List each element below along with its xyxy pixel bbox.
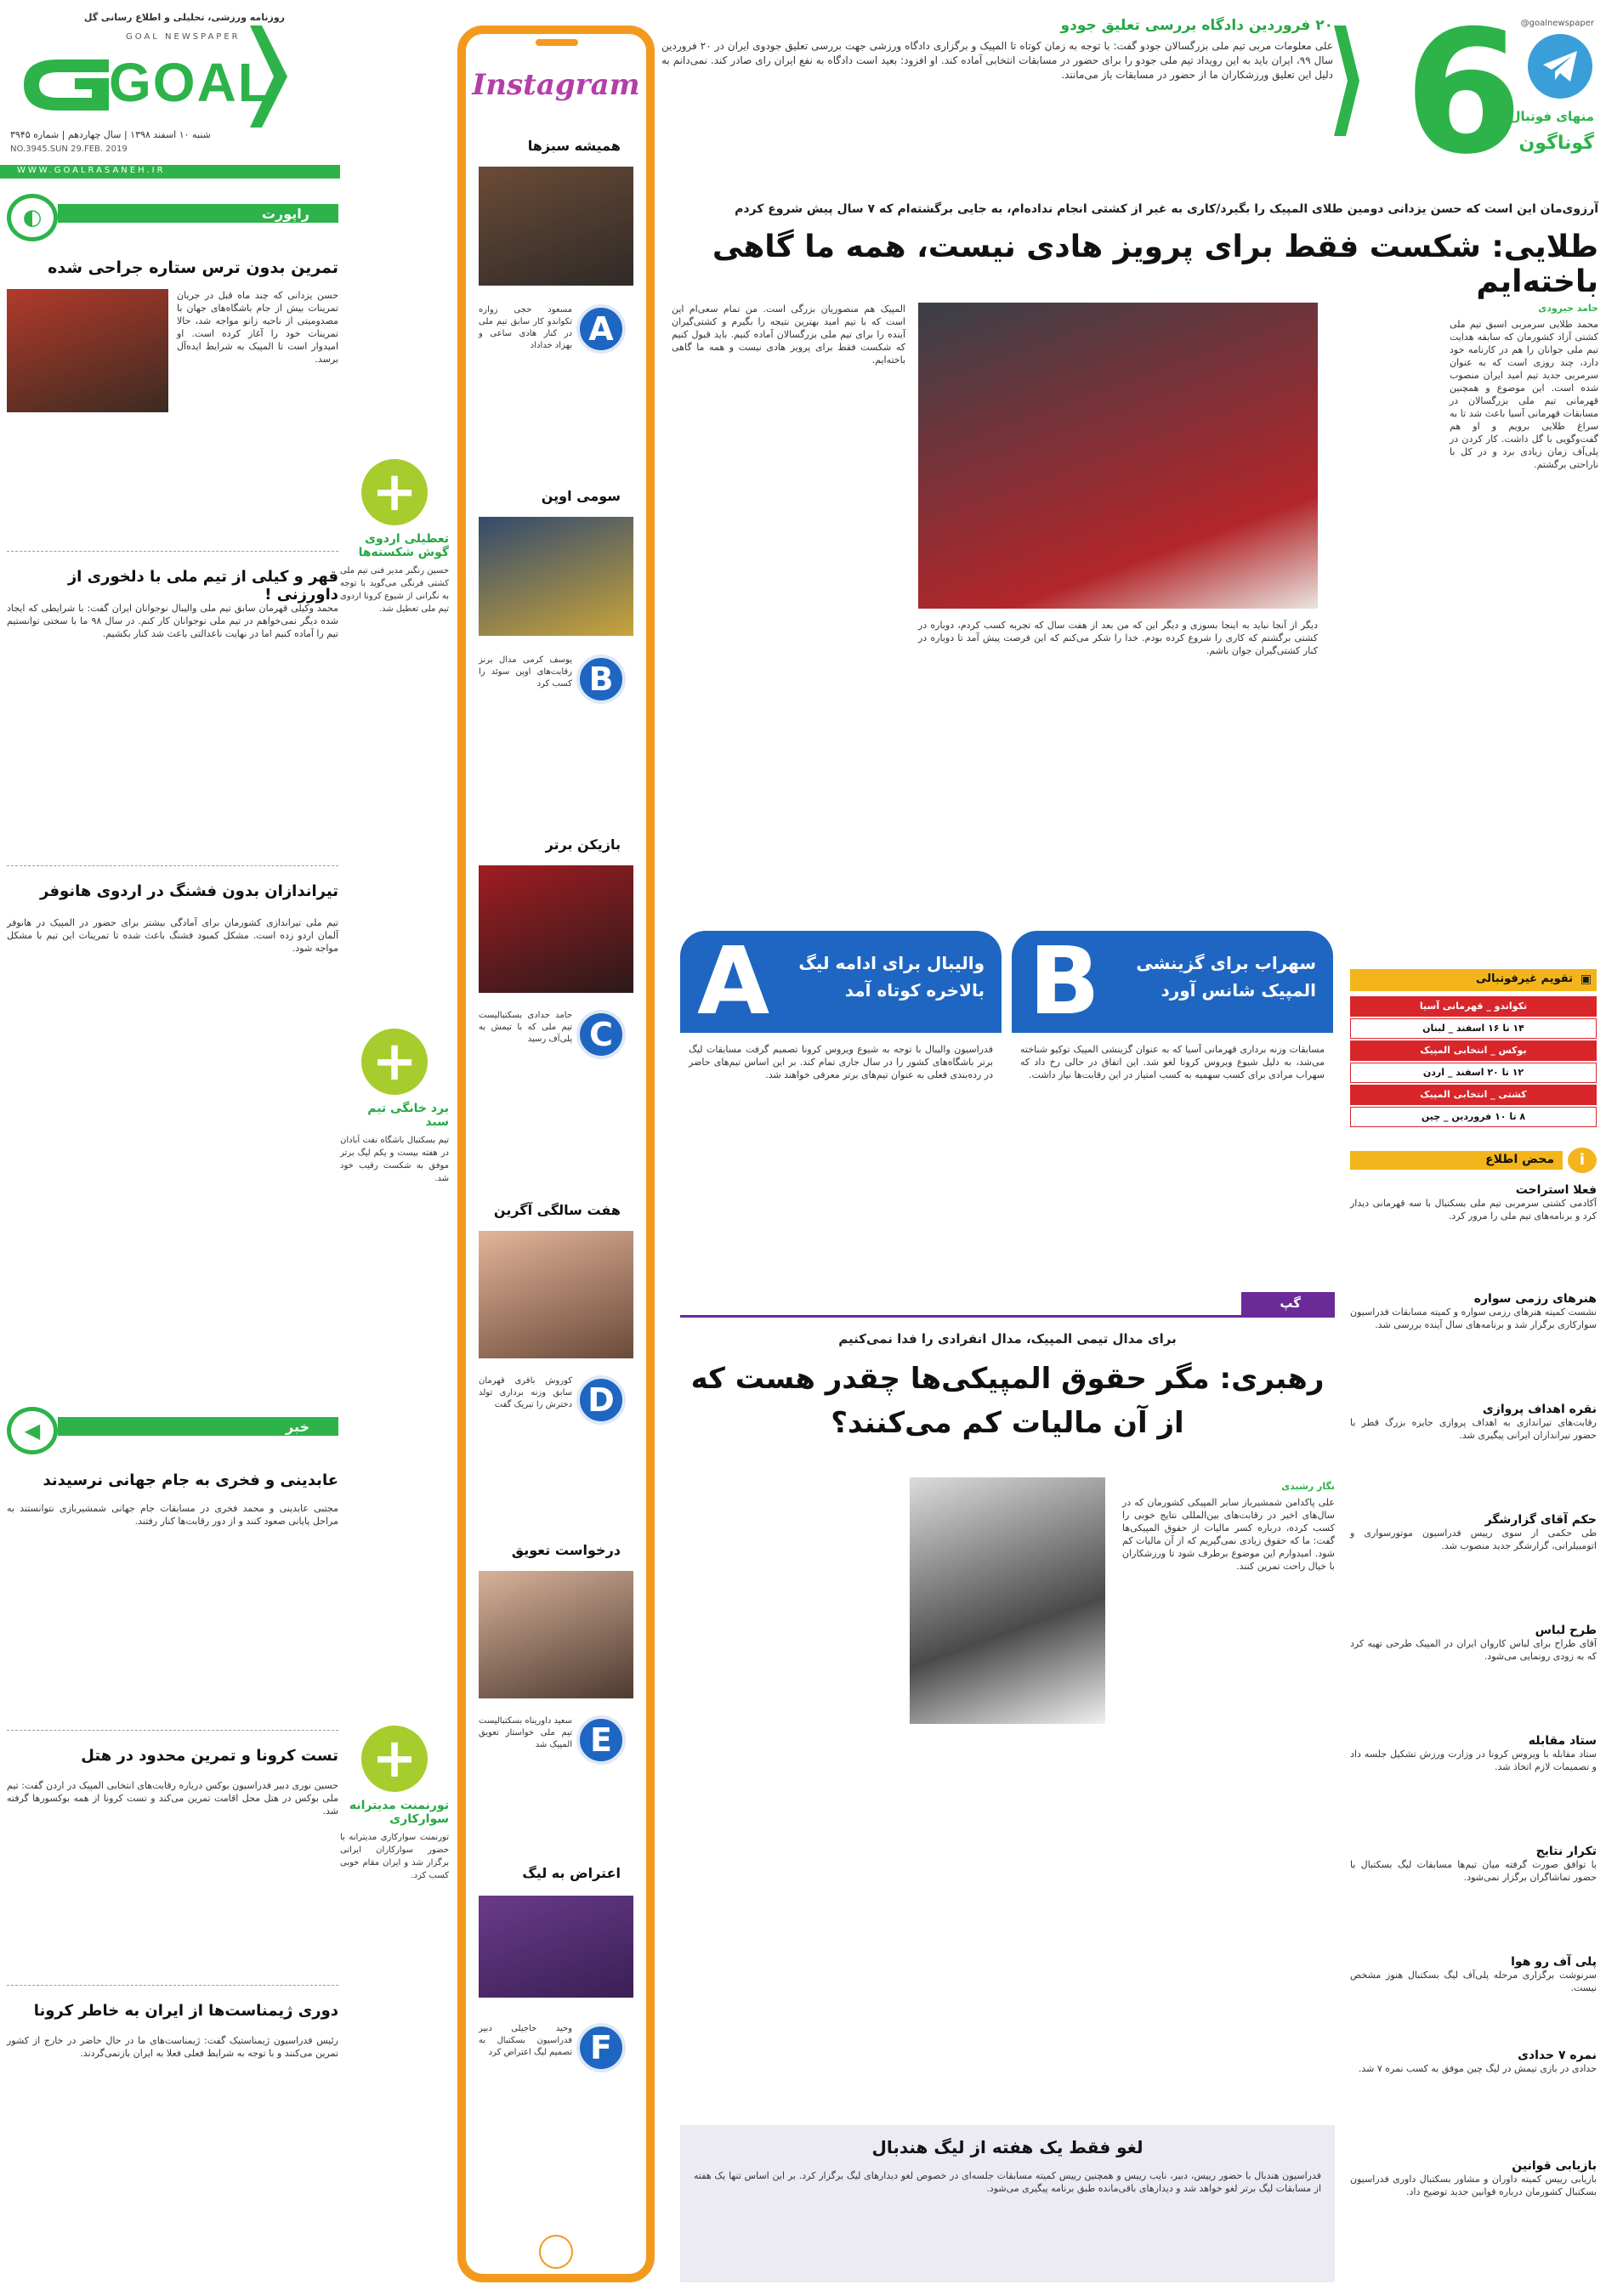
brief-item-head: حکم آقای گزارشگر bbox=[1484, 1513, 1597, 1527]
side-note-title: تعطیلی اردوی گوش شکسته‌ها bbox=[358, 532, 449, 559]
gap-tag: گپ bbox=[1280, 1295, 1301, 1311]
gap-byline: نگار رشیدی bbox=[1281, 1481, 1335, 1492]
brief-item bbox=[1350, 1734, 1597, 1773]
badge-chevron-icon bbox=[1334, 26, 1359, 136]
post-title: همیشه سبزها bbox=[527, 138, 621, 154]
post-letter: D bbox=[576, 1375, 626, 1425]
masthead-logo bbox=[7, 26, 287, 128]
brief-item-body: طی حکمی از سوی رییس فدراسیون موتورسواری و اتومبیلرانی، گزارشگر جدید منصوب شد. bbox=[1350, 1528, 1597, 1551]
box-b bbox=[1012, 927, 1333, 1275]
brief-item-body: با توافق صورت گرفته میان تیم‌ها مسابقات لیگ بسکتبال با حضور تماشاگران برگزار نمی‌شود. bbox=[1350, 1859, 1597, 1883]
khabar-story2-title: تست کرونا و تمرین محدود در هتل bbox=[81, 1747, 338, 1765]
post-caption: حامد حدادی بسکتبالیست تیم ملی که با تیمش به پلی‌آف رسید bbox=[479, 1011, 572, 1044]
brief-item bbox=[1350, 1183, 1597, 1222]
box-letter: B bbox=[1029, 927, 1100, 1035]
ear-icon: ◐ bbox=[7, 194, 58, 241]
instagram-post-b bbox=[466, 476, 646, 799]
post-caption: یوسف کرمی مدال برنز رقابت‌های اوپن سوئد را کسب کرد bbox=[479, 655, 572, 689]
instagram-post-e bbox=[466, 1530, 646, 1853]
gap-section bbox=[680, 1292, 1335, 2117]
gap-body-right: علی پاکدامن شمشیرباز سابر المپیکی کشورمان که در سال‌های اخیر در رقابت‌های بین‌المللی نتایج خوبی را کسب کرده، درباره کسر مالیات از حقوق المپیکی‌ها گفت: ما که حقوق زیادی نمی‌گیریم که از آن مالیات کم شود. امیدوارم این موضوع برطرف شود تا ورزشکاران با خیال راحت تمرین کنند. bbox=[1122, 1497, 1335, 1572]
box-a-body: فدراسیون والیبال با توجه به شیوع ویروس کرونا تصمیم گرفت مسابقات لیگ برتر باشگاه‌های کشور را در سال جاری تمام کند. بر این اساس تیم‌های حاضر در رده‌بندی فعلی به عنوان تیم‌های برتر معرفی خواهند شد. bbox=[689, 1044, 993, 1080]
brief-item-body: رقابت‌های تیراندازی به اهداف پروازی جایزه بزرگ قطر با حضور تیراندازان ایرانی پیگیری شد. bbox=[1350, 1417, 1597, 1441]
box-b-title: سهراب برای گزینشی المپیک شانس آورد bbox=[1136, 953, 1316, 1001]
plus-icon: + bbox=[361, 1726, 428, 1792]
report-story2-body: محمد وکیلی قهرمان سابق تیم ملی والیبال نوجوانان ایران گفت: با شرایطی که ایجاد شده دیگر نمی‌خواهم در تیم ملی نوجوانان کار کنم. در سال ۹۸ ما با سختی توانستیم تیم را آماده کنیم اما در نهایت ناعدالتی باعث شد کنار بکشیم. bbox=[7, 603, 338, 639]
brief-item bbox=[1350, 1292, 1597, 1331]
box-letter: A bbox=[697, 927, 770, 1035]
masthead bbox=[0, 0, 357, 183]
post-caption: کوروش باقری قهرمان سابق وزنه برداری تولد دخترش را تبریک گفت bbox=[479, 1376, 572, 1409]
brief-item bbox=[1350, 2049, 1597, 2075]
gap-tag-bar bbox=[680, 1292, 1335, 1318]
post-caption: سعید داوریناه بسکتبالیست تیم ملی خواستار تعویق المپیک شد bbox=[479, 1716, 572, 1749]
side-note-body: تورنمنت سوارکاری مدیترانه با حضور سوارکاران ایرانی برگزار شد و ایران مقام خوبی کسب کرد. bbox=[340, 1833, 449, 1880]
handball-title: لغو فقط یک هفته از لیگ هندبال bbox=[871, 2137, 1143, 2157]
post-image bbox=[479, 1231, 633, 1358]
daily-tag: روزنامه ورزشی، تحلیلی و اطلاع رسانی گل bbox=[83, 12, 285, 23]
post-image bbox=[479, 1571, 633, 1698]
badge-handle: @goalnewspaper bbox=[1520, 19, 1594, 28]
page-number: 6 bbox=[1404, 0, 1523, 192]
brief-item-body: آکادمی کشتی سرمربی تیم ملی بسکتبال با سه قهرمانی دیدار کرد و برنامه‌های تیم ملی را مرور کرد. bbox=[1350, 1198, 1597, 1222]
plus-icon: + bbox=[361, 459, 428, 525]
brief-item-head: طرح لباس bbox=[1535, 1624, 1597, 1637]
instagram-logo: Instagram bbox=[472, 68, 640, 102]
side-note-title: تورنمنت مدیترانه سوارکاری bbox=[349, 1799, 449, 1826]
gap-image bbox=[910, 1477, 1105, 1724]
main-col2: دیگر از آنجا نباید به اینجا بسوزی و دیگر این که من بعد از هفت سال که تجربه کسب کردم، دوباره در کشتی برگشتم که کاری را شروع کرده بودم. خدا را شکر می‌کنم که این فرصت پیش آمد تا دوباره در کنار کشتی‌گیران جوان باشم. bbox=[918, 620, 1318, 656]
box-b-body: مسابقات وزنه برداری قهرمانی آسیا که به عنوان گزینشی المپیک توکیو شناخته می‌شد، به دلیل شیوع ویروس کرونا لغو شد. این اتفاق در حالی رخ داد که سهراب مرادی برای کسب سهمیه به کسب امتیاز در این رقابت‌ها نیاز داشت. bbox=[1020, 1044, 1325, 1080]
calendar-title: تقویم غیرفوتبالی bbox=[1475, 972, 1573, 985]
calendar-box bbox=[1350, 969, 1597, 1139]
phone-speaker bbox=[536, 39, 578, 46]
website-bar bbox=[0, 165, 340, 179]
post-image bbox=[479, 167, 633, 286]
khabar-story3-title: دوری ژیمناست‌ها از ایران به خاطر کرونا bbox=[33, 2002, 338, 2020]
instagram-post-f bbox=[466, 1853, 646, 2210]
instagram-post-d bbox=[466, 1190, 646, 1513]
report-story1-body: حسن یزدانی که چند ماه قبل در جریان تمرینات بیش از جام باشگاه‌های جهان با مصدومیتی از ناحیه زانو مواجه شد، حالا تمرینات خود را آغاز کرده است. او امیدوار است تا المپیک به شرایط ایده‌آل برسد. bbox=[177, 290, 338, 365]
post-letter: B bbox=[576, 655, 626, 704]
side-note-body: حسین رنگبر مدیر فنی تیم ملی کشتی فرنگی می‌گوید با توجه به نگرانی از شیوع کرونا اردوی تیم ملی تعطیل شد. bbox=[340, 566, 449, 614]
brief-item-head: تکرار نتایج bbox=[1535, 1845, 1597, 1858]
post-caption: مسعود حجی زواره تکواندو کار سابق تیم ملی در کنار هادی ساعی و بهزاد خداداد bbox=[479, 305, 572, 350]
box-a-title: والیبال برای ادامه لیگ بالاخره کوتاه آمد bbox=[798, 953, 985, 1001]
post-title: سومی اوپن bbox=[541, 488, 621, 504]
brief-item-head: بازیابی قوانین bbox=[1512, 2159, 1597, 2173]
side-note-body: تیم بسکتبال باشگاه نفت آبادان در هفته بیست و یکم لیگ برتر موفق به شکست رقیب خود شد. bbox=[340, 1136, 449, 1183]
post-title: بازیکن برتر bbox=[545, 836, 621, 853]
main-story bbox=[672, 194, 1598, 942]
side-note-2 bbox=[340, 1029, 449, 1539]
post-letter: A bbox=[576, 304, 626, 354]
main-headline: طلایی: شکست فقط برای پرویز هادی نیست، همه ما گاهی باخته‌ایم bbox=[712, 230, 1598, 299]
brief-item-head: ستاد مقابله bbox=[1528, 1734, 1597, 1748]
khabar-story3-body: رئیس فدراسیون ژیمناستیک گفت: ژیمناست‌های ما در حال حاضر در خارج از کشور تمرین می‌کنند و با توجه به شرایط فعلی فعلا به ایران بازنمی‌گردند. bbox=[7, 2035, 338, 2059]
side-note-3 bbox=[340, 1726, 449, 2236]
brief-item bbox=[1350, 1845, 1597, 1884]
main-byline: حامد جیرودی bbox=[1538, 303, 1598, 314]
plus-icon: + bbox=[361, 1029, 428, 1095]
brief-item-body: نشست کمیته هنرهای رزمی سواره و کمیته مسابقات فدراسیون سوارکاری برگزار شد و برنامه‌های سال آینده بررسی شد. bbox=[1350, 1307, 1597, 1330]
brief-item bbox=[1350, 1513, 1597, 1552]
brief-header bbox=[1350, 1148, 1597, 1173]
page-badge bbox=[1334, 0, 1606, 192]
brief-item bbox=[1350, 1403, 1597, 1442]
main-col3: المپیک هم منصوریان بزرگی است. من تمام سعی‌ام این است که با تیم امید بهترین نتیجه را بگیرم و کشتی‌گیران آینده را برای تیم ملی بزرگسالان آماده کنیم. باید قبول کنیم که شکست فقط برای پرویز هادی نیست و همه ما گاهی باخته‌ایم. bbox=[672, 303, 905, 366]
side-note-title: برد خانگی تیم سبد bbox=[367, 1102, 449, 1129]
post-letter: C bbox=[576, 1010, 626, 1059]
post-letter: E bbox=[576, 1715, 626, 1765]
brief-item-head: پلی آف رو هوا bbox=[1511, 1955, 1597, 1969]
brief-item bbox=[1350, 1624, 1597, 1663]
badge-name2: گوناگون bbox=[1518, 133, 1594, 154]
calendar-row: بوکس _ انتخابی المپیک bbox=[1350, 1040, 1597, 1061]
handball-body: فدراسیون هندبال با حضور رییس، دبیر، نایب رییس و همچنین رییس کمیته مسابقات جلسه‌ای در خصوص لغو دیدارهای لیگ برگزار کرد. بر این اساس تنها یک هفته از مسابقات لیگ برتر لغو خواهد شد و دیدارهای باقی‌مانده طبق برنامه پیگیری می‌شود. bbox=[694, 2170, 1321, 2194]
post-caption: وحید حاجیلی دبیر فدراسیون بسکتبال به تصمیم لیگ اعتراض کرد bbox=[479, 2024, 572, 2057]
brief-item-body: حدادی در بازی تیمش در لیگ چین موفق به کسب نمره ۷ شد. bbox=[1358, 2063, 1597, 2074]
brief-item-body: بازیابی رییس کمیته داوران و مشاور بسکتبال داوری فدراسیون بسکتبال کشورمان درباره قوانین جدید توضیح داد. bbox=[1350, 2174, 1597, 2197]
brief-item-head: نمره ۷ حدادی bbox=[1518, 2049, 1597, 2062]
brief-item-head: هنرهای رزمی سواره bbox=[1473, 1292, 1597, 1306]
brief-item bbox=[1350, 2159, 1597, 2198]
brief-item bbox=[1350, 1955, 1597, 1994]
report-story1-image bbox=[7, 289, 168, 412]
instagram-post-a bbox=[466, 126, 646, 449]
telegram-icon[interactable] bbox=[1528, 34, 1592, 99]
report-header bbox=[7, 194, 338, 241]
top-teaser bbox=[661, 17, 1333, 183]
calendar-icon: ▣ bbox=[1580, 972, 1592, 986]
report-story3-body: تیم ملی تیراندازی کشورمان برای آمادگی بیشتر برای حضور در المپیک در هانوفر آلمان اردو زده است. مشکل کمبود فشنگ باعث شده تا تمرینات این تیم با مشکل مواجه شود. bbox=[7, 917, 338, 954]
teaser-body: علی معلومات مربی تیم ملی بزرگسالان جودو گفت: با توجه به زمان کوتاه تا المپیک و برگزاری دادگاه ورزشی جهت بررسی تعلیق جودوی ایران در ۲۰ فروردین سال ۹۹، ایران باید به این رویداد تیم ملی جودو را برای حضور در مسابقات انتخابی آماده کند. او افزود: بعید است دادگاه به نفع ایران رای صادر کند. نمی‌دانم به دلیل این تعلیق ورزشکاران ما از حضور در مسابقات باز می‌مانند. bbox=[661, 40, 1333, 81]
report-tag: راپورت bbox=[261, 206, 309, 222]
megaphone-icon: ◀ bbox=[7, 1407, 58, 1454]
brief-title: محض اطلاع bbox=[1485, 1153, 1554, 1166]
logo-subtitle: GOAL NEWSPAPER bbox=[126, 32, 241, 42]
main-kicker: آرزوی‌مان این است که حسن یزدانی دومین طلای المپیک را بگیرد/کاری به غیر از کشتی انجام نداده‌ام، به جایی برگشته‌ام که ۷ سال پیش شروع کردم bbox=[735, 202, 1598, 216]
brief-item-body: آقای طراح برای لباس کاروان ایران در المپیک طرحی تهیه کرد که به زودی رونمایی می‌شود. bbox=[1350, 1638, 1597, 1662]
calendar-header bbox=[1350, 969, 1597, 991]
report-story1-title: تمرین بدون ترس ستاره جراحی شده bbox=[48, 258, 338, 277]
side-note-1 bbox=[340, 459, 449, 969]
report-story2-title: قهر و کیلی از تیم ملی با دلخوری از داورزنی ! bbox=[67, 568, 338, 604]
report-section bbox=[7, 194, 338, 1358]
badge-name1: منهای فوتبال bbox=[1509, 109, 1594, 124]
en-date: NO.3945.SUN 29.FEB. 2019 bbox=[10, 145, 128, 154]
brief-item-head: نقره اهداف پروازی bbox=[1482, 1403, 1597, 1416]
website-url[interactable]: WWW.GOALRASANEH.IR bbox=[17, 166, 166, 175]
calendar-row: تکواندو _ قهرمانی آسیا bbox=[1350, 996, 1597, 1017]
post-image bbox=[479, 517, 633, 636]
khabar-section bbox=[7, 1407, 338, 2282]
date-line: شنبه ۱۰ اسفند ۱۳۹۸ | سال چهاردهم | شماره ۳۹۴۵ bbox=[10, 129, 211, 140]
main-story-image bbox=[918, 303, 1318, 609]
instagram-post-c bbox=[466, 825, 646, 1148]
calendar-row: ۱۴ تا ۱۶ اسفند _ لبنان bbox=[1350, 1018, 1597, 1039]
khabar-header bbox=[7, 1407, 338, 1454]
calendar-row: ۱۲ تا ۲۰ اسفند _ اردن bbox=[1350, 1063, 1597, 1083]
post-title: درخواست تعویق bbox=[511, 1542, 621, 1558]
post-title: اعتراض به لیگ bbox=[522, 1865, 621, 1881]
teaser-title: ۲۰ فروردین دادگاه بررسی تعلیق جودو bbox=[1060, 17, 1333, 34]
gap-kicker: برای مدال تیمی المپیک، مدال انفرادی را فدا نمی‌کنیم bbox=[838, 1331, 1177, 1346]
main-col1: محمد طلایی سرمربی اسبق تیم ملی کشتی آزاد کشورمان که سابقه هدایت تیم ملی جوانان را هم در کارنامه خود دارد، چند روزی است که به عنوان سرمربی جدید تیم امید ایران منصوب شده است. این موضوع و همچنین قهرمانی تیم ملی بزرگسالان در مسابقات قهرمانی آسیا باعث شد تا به سراغ طلایی برویم و او هم گفت‌وگویی با گل داشت. کار کردن در پلی‌آف زمان زیادی برد و در کل با ناراحتی برگشتم. bbox=[1450, 319, 1598, 470]
logo-text: GOAL bbox=[109, 52, 273, 113]
post-title: هفت سالگی آگرین bbox=[493, 1202, 621, 1218]
calendar-row: کشتی _ انتخابی المپیک bbox=[1350, 1085, 1597, 1105]
gap-headline: رهبری: مگر حقوق المپیکی‌ها چقدر هست که از آن مالیات کم می‌کنند؟ bbox=[690, 1362, 1325, 1440]
brief-item-body: ستاد مقابله با ویروس کرونا در وزارت ورزش تشکیل جلسه داد و تصمیمات لازم اتخاذ شد. bbox=[1350, 1749, 1597, 1772]
phone-home-button[interactable] bbox=[539, 2235, 573, 2269]
box-a bbox=[680, 927, 1002, 1275]
post-image bbox=[479, 865, 633, 993]
report-story3-title: تیراندازان بدون فشنگ در اردوی هانوفر bbox=[40, 882, 338, 900]
khabar-tag: خبر bbox=[285, 1419, 309, 1435]
khabar-story1-title: عابدینی و فخری به جام جهانی نرسیدند bbox=[43, 1471, 338, 1489]
handball-box bbox=[680, 2125, 1335, 2282]
khabar-story2-body: حسین نوری دبیر فدراسیون بوکس درباره رقابت‌های انتخابی المپیک در اردن گفت: تیم ملی بوکس در هتل محل اقامت تمرین می‌کند و تست کرونا از همه بوکسورها گرفته شد. bbox=[7, 1780, 338, 1817]
brief-section bbox=[1350, 1148, 1597, 2282]
brief-item-head: فعلا استراحت bbox=[1515, 1183, 1597, 1197]
post-image bbox=[479, 1896, 633, 1998]
brief-item-body: سرنوشت برگزاری مرحله پلی‌آف لیگ بسکتبال هنوز مشخص نیست. bbox=[1350, 1970, 1597, 1993]
calendar-row: ۸ تا ۱۰ فروردین _ چین bbox=[1350, 1107, 1597, 1127]
post-letter: F bbox=[576, 2023, 626, 2072]
khabar-story1-body: مجتبی عابدینی و محمد فخری در مسابقات جام جهانی شمشیربازی نتوانستند به مراحل پایانی صعود کنند و از دور رقابت‌ها کنار رفتند. bbox=[7, 1503, 338, 1527]
info-icon: i bbox=[1568, 1148, 1597, 1173]
